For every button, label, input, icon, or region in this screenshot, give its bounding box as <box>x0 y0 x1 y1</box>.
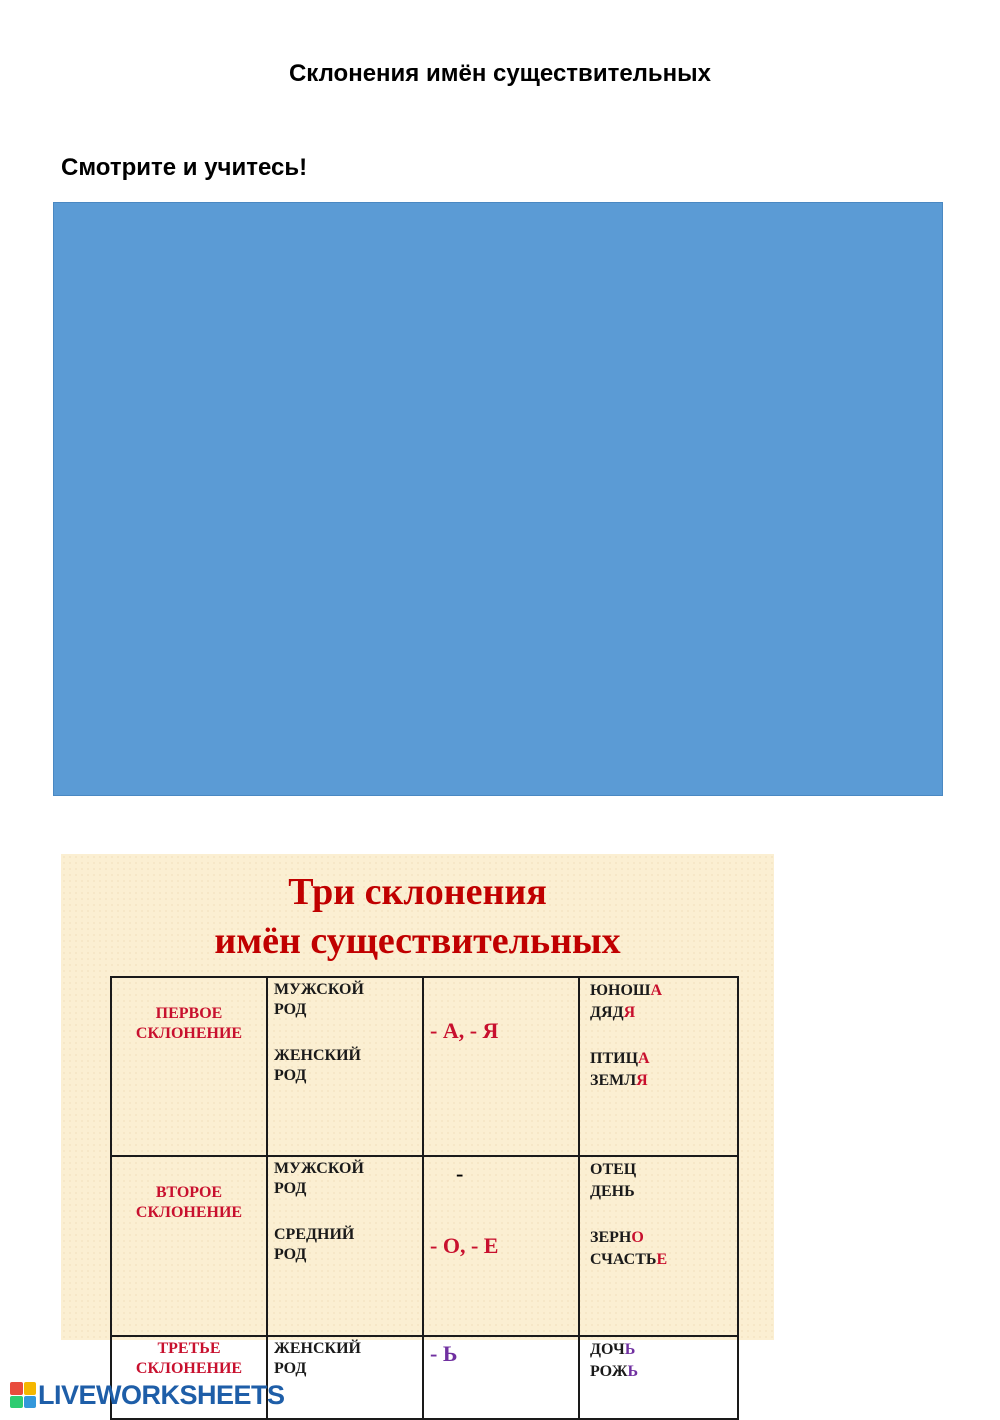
gender-label: РОД <box>274 1359 307 1377</box>
poster-title-line1: Три склонения <box>288 871 547 913</box>
table-row <box>111 1156 738 1335</box>
example-word: ДЕНЬ <box>590 1183 635 1201</box>
examples-cell <box>579 977 738 1156</box>
declension-label: ВТОРОЕ <box>155 1184 223 1202</box>
example-word: ПТИЦА <box>590 1050 650 1067</box>
example-word: СЧАСТЬЕ <box>590 1251 668 1269</box>
gender-label: РОД <box>274 1180 307 1198</box>
gender-cell <box>267 977 423 1156</box>
ending-cell <box>423 977 579 1156</box>
declension-poster <box>61 854 774 1380</box>
video-placeholder[interactable] <box>53 202 943 796</box>
example-word: ДЯДЯ <box>590 1004 636 1021</box>
example-word: ЮНОША <box>590 982 663 999</box>
declension-label: СКЛОНЕНИЕ <box>135 1204 243 1222</box>
table-row <box>111 977 738 1156</box>
example-word: ЗЕМЛЯ <box>590 1072 648 1089</box>
ending-text: - О, - Е <box>430 1233 499 1259</box>
gender-label: МУЖСКОЙ <box>274 981 364 998</box>
declension-cell <box>111 977 267 1156</box>
gender-label: СРЕДНИЙ <box>274 1226 355 1244</box>
declension-label: ПЕРВОЕ <box>155 1005 223 1022</box>
ending-text: - Ь <box>430 1340 458 1366</box>
subtitle: Смотрите и учитесь! <box>61 154 308 181</box>
declension-table <box>110 976 739 1420</box>
poster-title-line2: имён существительных <box>214 920 621 962</box>
example-word: ДОЧЬ <box>590 1340 636 1358</box>
example-word: ЗЕРНО <box>590 1229 644 1247</box>
ending-text: - А, - Я <box>430 1018 499 1043</box>
ending-text: - <box>456 1161 464 1187</box>
ending-cell <box>423 1336 579 1419</box>
declension-cell <box>111 1156 267 1335</box>
gender-label: ЖЕНСКИЙ <box>274 1339 361 1357</box>
gender-label: РОД <box>274 1246 307 1264</box>
footer-brand[interactable] <box>10 1380 285 1410</box>
examples-cell <box>579 1156 738 1335</box>
page-title: Склонения имён существительных <box>288 60 712 87</box>
poster-title <box>61 868 774 966</box>
liveworksheets-logo-icon <box>10 1382 36 1408</box>
declension-label: СКЛОНЕНИЕ <box>135 1359 243 1377</box>
gender-label: ЖЕНСКИЙ <box>274 1047 361 1064</box>
gender-cell <box>267 1156 423 1335</box>
example-word: РОЖЬ <box>590 1362 639 1380</box>
example-word: ОТЕЦ <box>590 1161 637 1179</box>
declension-label: ТРЕТЬЕ <box>157 1339 221 1357</box>
brand-name: LIVEWORKSHEETS <box>38 1379 285 1410</box>
gender-label: РОД <box>274 1001 307 1018</box>
declension-label: СКЛОНЕНИЕ <box>135 1025 243 1042</box>
ending-cell <box>423 1156 579 1335</box>
examples-cell <box>579 1336 738 1419</box>
gender-label: РОД <box>274 1067 307 1084</box>
gender-cell <box>267 1336 423 1419</box>
gender-label: МУЖСКОЙ <box>274 1160 364 1178</box>
